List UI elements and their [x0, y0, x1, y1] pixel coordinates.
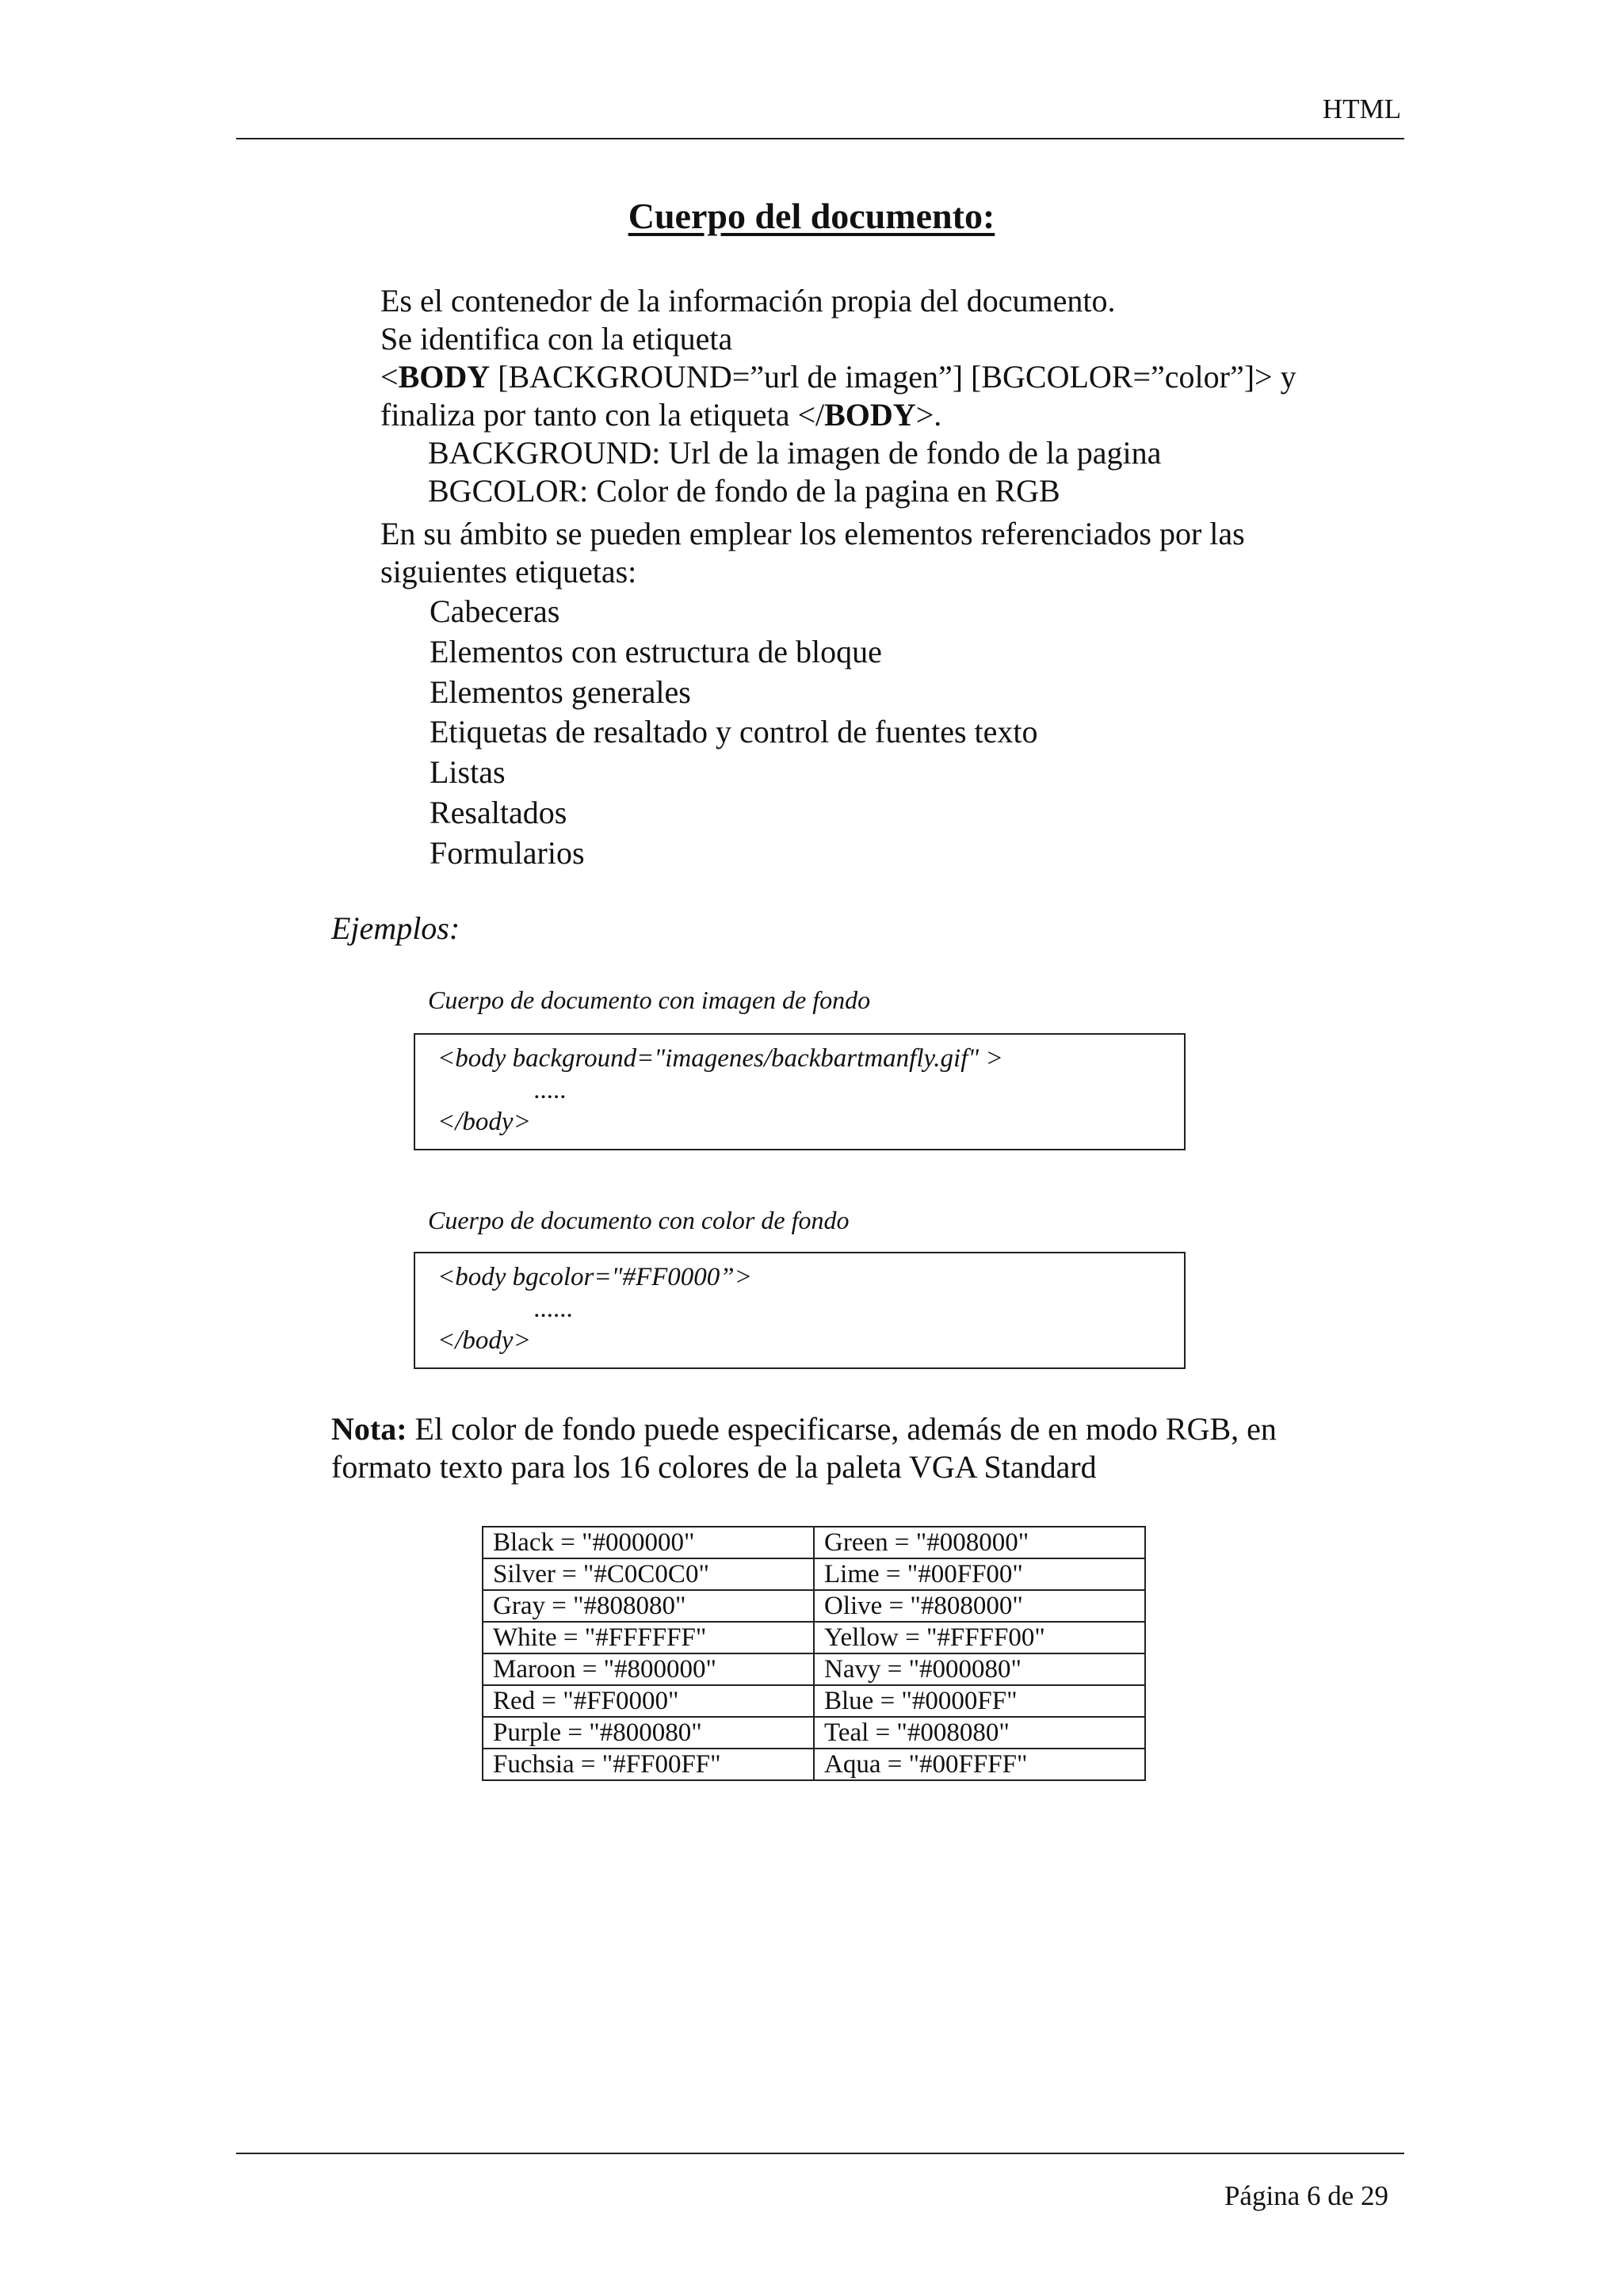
table-cell: Fuchsia = "#FF00FF" [483, 1749, 814, 1780]
element-list-item: Formularios [430, 835, 585, 871]
note-line-1 [331, 1410, 1277, 1447]
table-cell: Black = "#000000" [483, 1527, 814, 1558]
intro-paragraph-1: Es el contenedor de la información propia del documento. [380, 283, 1116, 318]
element-list-item: Cabeceras [430, 593, 560, 629]
tag-attributes: [BACKGROUND=”url de imagen”] [BGCOLOR=”color”]> y [490, 359, 1296, 395]
table-cell: Gray = "#808080" [483, 1590, 814, 1622]
code-line: ...... [534, 1295, 574, 1323]
bgcolor-attribute-desc: BGCOLOR: Color de fondo de la pagina en RGB [428, 473, 1060, 509]
example-2-code-box [414, 1252, 1186, 1369]
table-row [483, 1622, 1145, 1653]
table-cell: Teal = "#008080" [814, 1717, 1145, 1749]
header-rule [236, 138, 1404, 139]
table-row [483, 1749, 1145, 1780]
table-row [483, 1558, 1145, 1590]
element-list-item: Resaltados [430, 795, 567, 830]
element-list-item: Elementos generales [430, 674, 691, 710]
example-1-caption: Cuerpo de documento con imagen de fondo [428, 986, 871, 1014]
table-row [483, 1590, 1145, 1622]
page-title: Cuerpo del documento: [628, 196, 995, 236]
examples-heading: Ejemplos: [331, 910, 460, 946]
intro-paragraph-2: Se identifica con la etiqueta [380, 321, 733, 357]
table-cell: White = "#FFFFFF" [483, 1622, 814, 1653]
footer-rule [236, 2153, 1404, 2154]
element-list-item: Listas [430, 754, 506, 790]
table-cell: Blue = "#0000FF" [814, 1685, 1145, 1717]
code-line: </body> [437, 1108, 531, 1136]
closing-prefix: finaliza por tanto con la etiqueta </ [380, 397, 825, 433]
code-line: <body bgcolor="#FF0000”> [437, 1263, 752, 1291]
table-row [483, 1653, 1145, 1685]
closing-body-keyword: BODY [824, 397, 916, 433]
table-cell: Maroon = "#800000" [483, 1653, 814, 1685]
table-cell: Silver = "#C0C0C0" [483, 1558, 814, 1590]
scope-paragraph-line-1: En su ámbito se pueden emplear los elementos referenciados por las [380, 516, 1245, 551]
closing-suffix: >. [915, 397, 942, 433]
table-row [483, 1685, 1145, 1717]
element-list-item: Etiquetas de resaltado y control de fuentes texto [430, 714, 1038, 749]
table-cell: Navy = "#000080" [814, 1653, 1145, 1685]
note-label: Nota: [331, 1411, 407, 1447]
body-tag-syntax [380, 358, 1296, 395]
table-row [483, 1717, 1145, 1749]
note-text: El color de fondo puede especificarse, además de en modo RGB, en [407, 1411, 1277, 1447]
table-cell: Red = "#FF0000" [483, 1685, 814, 1717]
table-cell: Purple = "#800080" [483, 1717, 814, 1749]
tag-body-keyword: BODY [398, 359, 491, 395]
table-cell: Yellow = "#FFFF00" [814, 1622, 1145, 1653]
table-cell: Green = "#008000" [814, 1527, 1145, 1558]
tag-open-bracket: < [380, 359, 399, 395]
closing-tag-sentence [380, 396, 941, 433]
example-1-code-box [414, 1033, 1186, 1150]
code-line: </body> [437, 1326, 531, 1355]
scope-paragraph-line-2: siguientes etiquetas: [380, 554, 637, 589]
page-number: Página 6 de 29 [1224, 2180, 1388, 2211]
element-list-item: Elementos con estructura de bloque [430, 634, 882, 669]
running-header: HTML [1322, 93, 1401, 124]
example-2-caption: Cuerpo de documento con color de fondo [428, 1206, 850, 1234]
table-cell: Olive = "#808000" [814, 1590, 1145, 1622]
table-cell: Aqua = "#00FFFF" [814, 1749, 1145, 1780]
table-row [483, 1527, 1145, 1558]
note-line-2: formato texto para los 16 colores de la paleta VGA Standard [331, 1449, 1097, 1485]
background-attribute-desc: BACKGROUND: Url de la imagen de fondo de la pagina [428, 435, 1162, 471]
code-line: ..... [534, 1076, 567, 1104]
vga-color-table [482, 1526, 1146, 1781]
code-line: <body background="imagenes/backbartmanfly.gif" > [437, 1044, 1003, 1073]
table-cell: Lime = "#00FF00" [814, 1558, 1145, 1590]
